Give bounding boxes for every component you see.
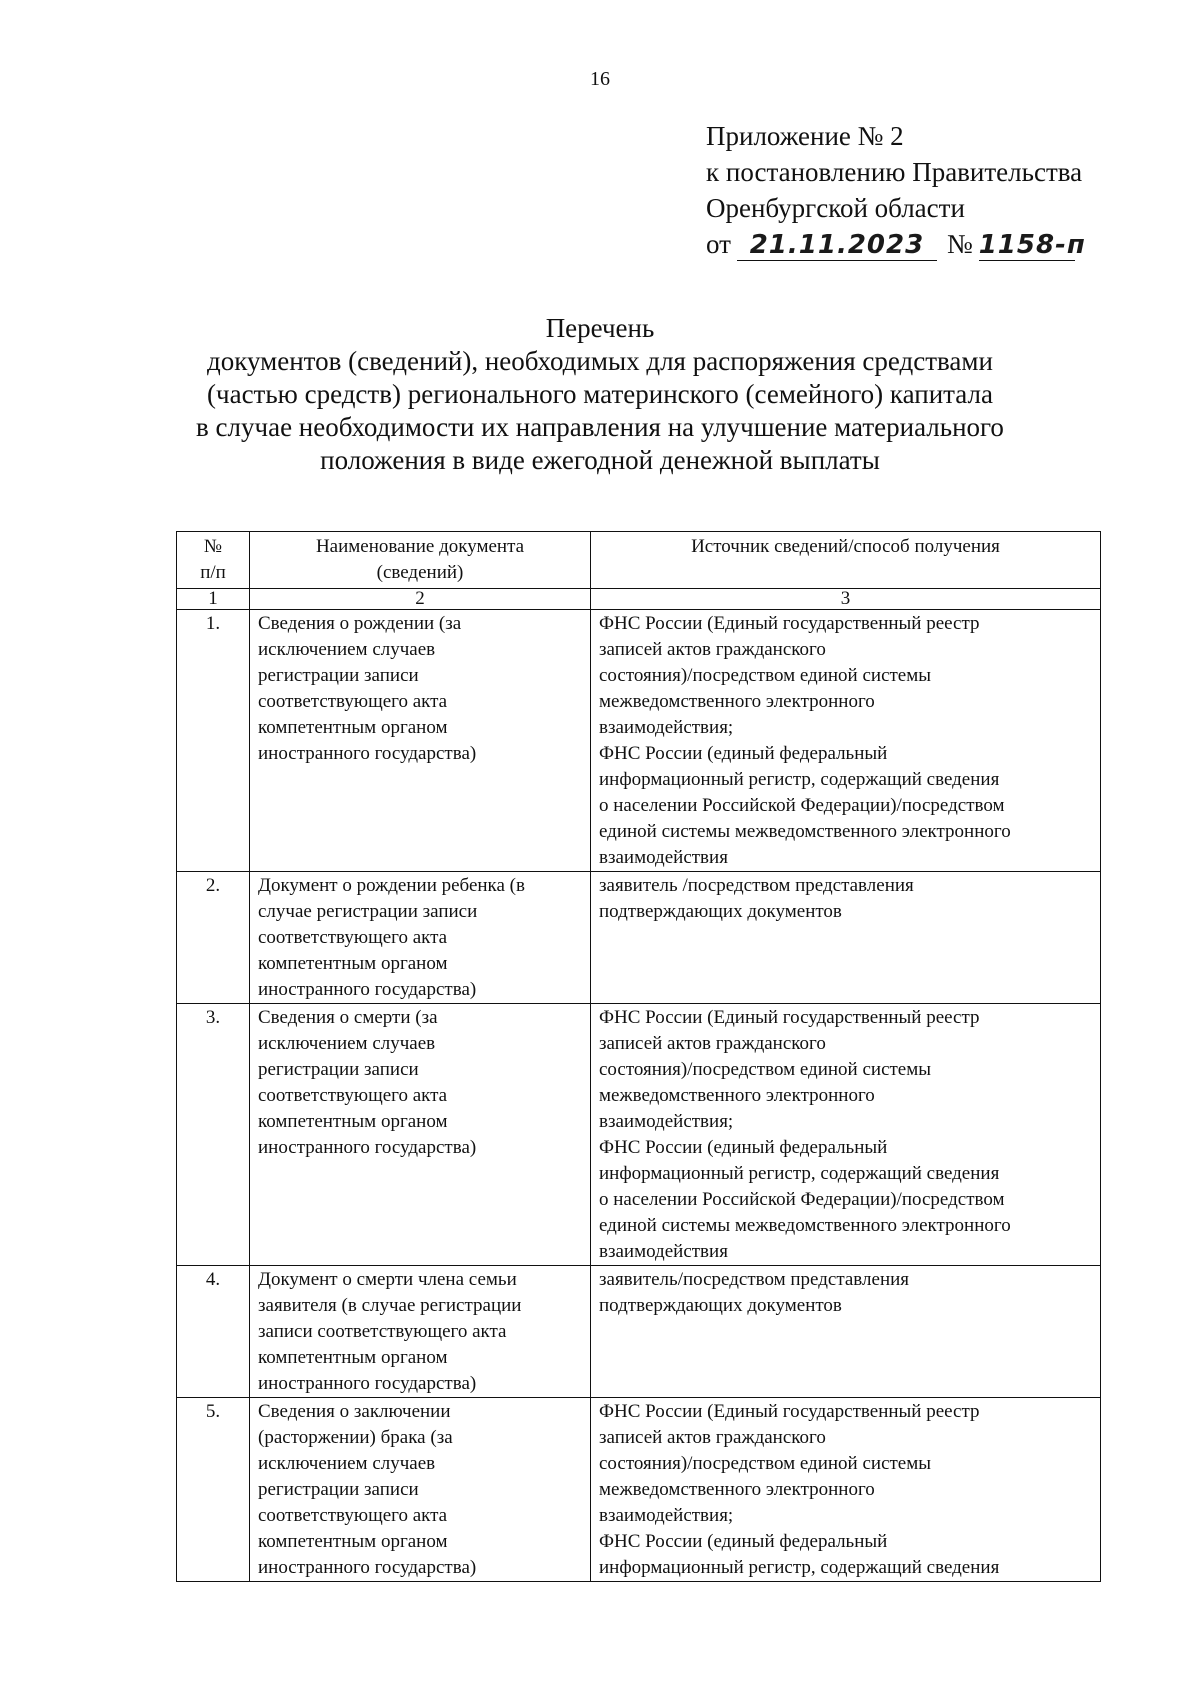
document-name-line: компетентным органом xyxy=(258,1111,448,1132)
page-number: 16 xyxy=(590,68,610,90)
document-name-line: записи соответствующего акта xyxy=(258,1321,507,1342)
source-line: взаимодействия xyxy=(599,847,728,868)
document-name-line: исключением случаев xyxy=(258,1453,436,1474)
document-name-line: Документ о рождении ребенка (в xyxy=(258,875,525,896)
document-name-line: соответствующего акта xyxy=(258,927,448,948)
column-index-1: 1 xyxy=(177,589,250,610)
title-line-1: документов (сведений), необходимых для распоряжения средствами xyxy=(207,346,993,376)
document-name-line: Документ о смерти члена семьи xyxy=(258,1269,517,1290)
source-line: ФНС России (Единый государственный реестр xyxy=(599,1401,980,1422)
source-line: единой системы межведомственного электронного xyxy=(599,821,1011,842)
source-line: взаимодействия xyxy=(599,1241,728,1262)
source-line: информационный регистр, содержащий сведения xyxy=(599,1163,1000,1184)
row-number: 5. xyxy=(177,1398,250,1582)
source-line: ФНС России (Единый государственный реестр xyxy=(599,1007,980,1028)
column-index-2: 2 xyxy=(250,589,591,610)
document-name-line: Сведения о смерти (за xyxy=(258,1007,438,1028)
document-name-line: Сведения о рождении (за xyxy=(258,613,462,634)
title-line-3: в случае необходимости их направления на улучшение материального xyxy=(196,412,1004,442)
table-body xyxy=(177,610,1101,1582)
source-line: межведомственного электронного xyxy=(599,1085,875,1106)
documents-table xyxy=(176,531,1101,1582)
source-line: взаимодействия; xyxy=(599,1505,734,1526)
document-name-line: компетентным органом xyxy=(258,717,448,738)
document-name-cell xyxy=(250,610,591,872)
document-name-line: соответствующего акта xyxy=(258,1505,448,1526)
document-name-line: иностранного государства) xyxy=(258,1137,477,1158)
header-num xyxy=(177,532,250,589)
row-number: 3. xyxy=(177,1004,250,1266)
document-name-line: регистрации записи xyxy=(258,1059,419,1080)
column-index-3: 3 xyxy=(591,589,1101,610)
source-line: ФНС России (единый федеральный xyxy=(599,743,888,764)
appendix-line-2: к постановлению Правительства xyxy=(706,157,1083,187)
appendix-block xyxy=(706,118,1086,262)
source-line: межведомственного электронного xyxy=(599,691,875,712)
title-line-2: (частью средств) регионального материнского (семейного) капитала xyxy=(207,379,993,409)
document-name-cell xyxy=(250,1266,591,1398)
number-label: № xyxy=(946,229,973,259)
source-line: ФНС России (единый федеральный xyxy=(599,1137,888,1158)
source-cell xyxy=(591,872,1101,1004)
table-header-row xyxy=(177,532,1101,589)
appendix-date-line xyxy=(706,226,1086,262)
table-row xyxy=(177,610,1101,872)
source-line: подтверждающих документов xyxy=(599,901,842,922)
source-line: заявитель/посредством представления xyxy=(599,1269,910,1290)
source-line: ФНС России (единый федеральный xyxy=(599,1531,888,1552)
document-name-line: регистрации записи xyxy=(258,1479,419,1500)
document-name-line: иностранного государства) xyxy=(258,1373,477,1394)
table-row xyxy=(177,1398,1101,1582)
source-line: о населении Российской Федерации)/посредством xyxy=(599,1189,1005,1210)
source-line: единой системы межведомственного электронного xyxy=(599,1215,1011,1236)
document-name-line: соответствующего акта xyxy=(258,691,448,712)
document-name-line: исключением случаев xyxy=(258,1033,436,1054)
header-num-line-2: п/п xyxy=(200,562,226,583)
source-line: состояния)/посредством единой системы xyxy=(599,1453,932,1474)
document-name-line: компетентным органом xyxy=(258,1531,448,1552)
document-name-line: регистрации записи xyxy=(258,665,419,686)
document-name-line: иностранного государства) xyxy=(258,979,477,1000)
column-index-row xyxy=(177,589,1101,610)
source-line: информационный регистр, содержащий сведения xyxy=(599,769,1000,790)
appendix-line-3: Оренбургской области xyxy=(706,193,965,223)
document-name-line: (расторжении) брака (за xyxy=(258,1427,453,1448)
document-name-line: Сведения о заключении xyxy=(258,1401,451,1422)
source-line: состояния)/посредством единой системы xyxy=(599,665,932,686)
source-line: записей актов гражданского xyxy=(599,639,826,660)
document-name-line: компетентным органом xyxy=(258,953,448,974)
document-name-cell xyxy=(250,1004,591,1266)
source-line: о населении Российской Федерации)/посредством xyxy=(599,795,1005,816)
document-name-line: компетентным органом xyxy=(258,1347,448,1368)
document-title xyxy=(0,312,1200,477)
row-number: 2. xyxy=(177,872,250,1004)
document-name-cell xyxy=(250,872,591,1004)
header-name xyxy=(250,532,591,589)
document-name-line: соответствующего акта xyxy=(258,1085,448,1106)
source-line: подтверждающих документов xyxy=(599,1295,842,1316)
source-cell xyxy=(591,1398,1101,1582)
source-cell xyxy=(591,1004,1101,1266)
document-name-line: иностранного государства) xyxy=(258,1557,477,1578)
header-name-line-1: Наименование документа xyxy=(315,536,525,557)
source-line: записей актов гражданского xyxy=(599,1427,826,1448)
document-name-line: заявителя (в случае регистрации xyxy=(258,1295,522,1316)
handwritten-date: 21.11.2023 xyxy=(737,230,937,261)
document-name-line: случае регистрации записи xyxy=(258,901,478,922)
source-line: межведомственного электронного xyxy=(599,1479,875,1500)
source-line: заявитель /посредством представления xyxy=(599,875,914,896)
table-row xyxy=(177,872,1101,1004)
document-name-line: исключением случаев xyxy=(258,639,436,660)
source-cell xyxy=(591,610,1101,872)
row-number: 4. xyxy=(177,1266,250,1398)
table-row xyxy=(177,1004,1101,1266)
header-name-line-2: (сведений) xyxy=(376,562,464,583)
table-row xyxy=(177,1266,1101,1398)
title-line-4: положения в виде ежегодной денежной выплаты xyxy=(320,445,880,475)
source-line: записей актов гражданского xyxy=(599,1033,826,1054)
document-name-cell xyxy=(250,1398,591,1582)
source-line: взаимодействия; xyxy=(599,1111,734,1132)
row-number: 1. xyxy=(177,610,250,872)
source-line: состояния)/посредством единой системы xyxy=(599,1059,932,1080)
from-label: от xyxy=(706,229,731,259)
source-line: ФНС России (Единый государственный реестр xyxy=(599,613,980,634)
source-line: взаимодействия; xyxy=(599,717,734,738)
appendix-line-1: Приложение № 2 xyxy=(706,121,904,151)
header-source: Источник сведений/способ получения xyxy=(591,532,1101,589)
header-num-line-1: № xyxy=(203,536,223,557)
title-heading: Перечень xyxy=(545,313,655,343)
source-line: информационный регистр, содержащий сведения xyxy=(599,1557,1000,1578)
handwritten-number: 1158-п xyxy=(978,230,1086,260)
source-cell xyxy=(591,1266,1101,1398)
document-name-line: иностранного государства) xyxy=(258,743,477,764)
